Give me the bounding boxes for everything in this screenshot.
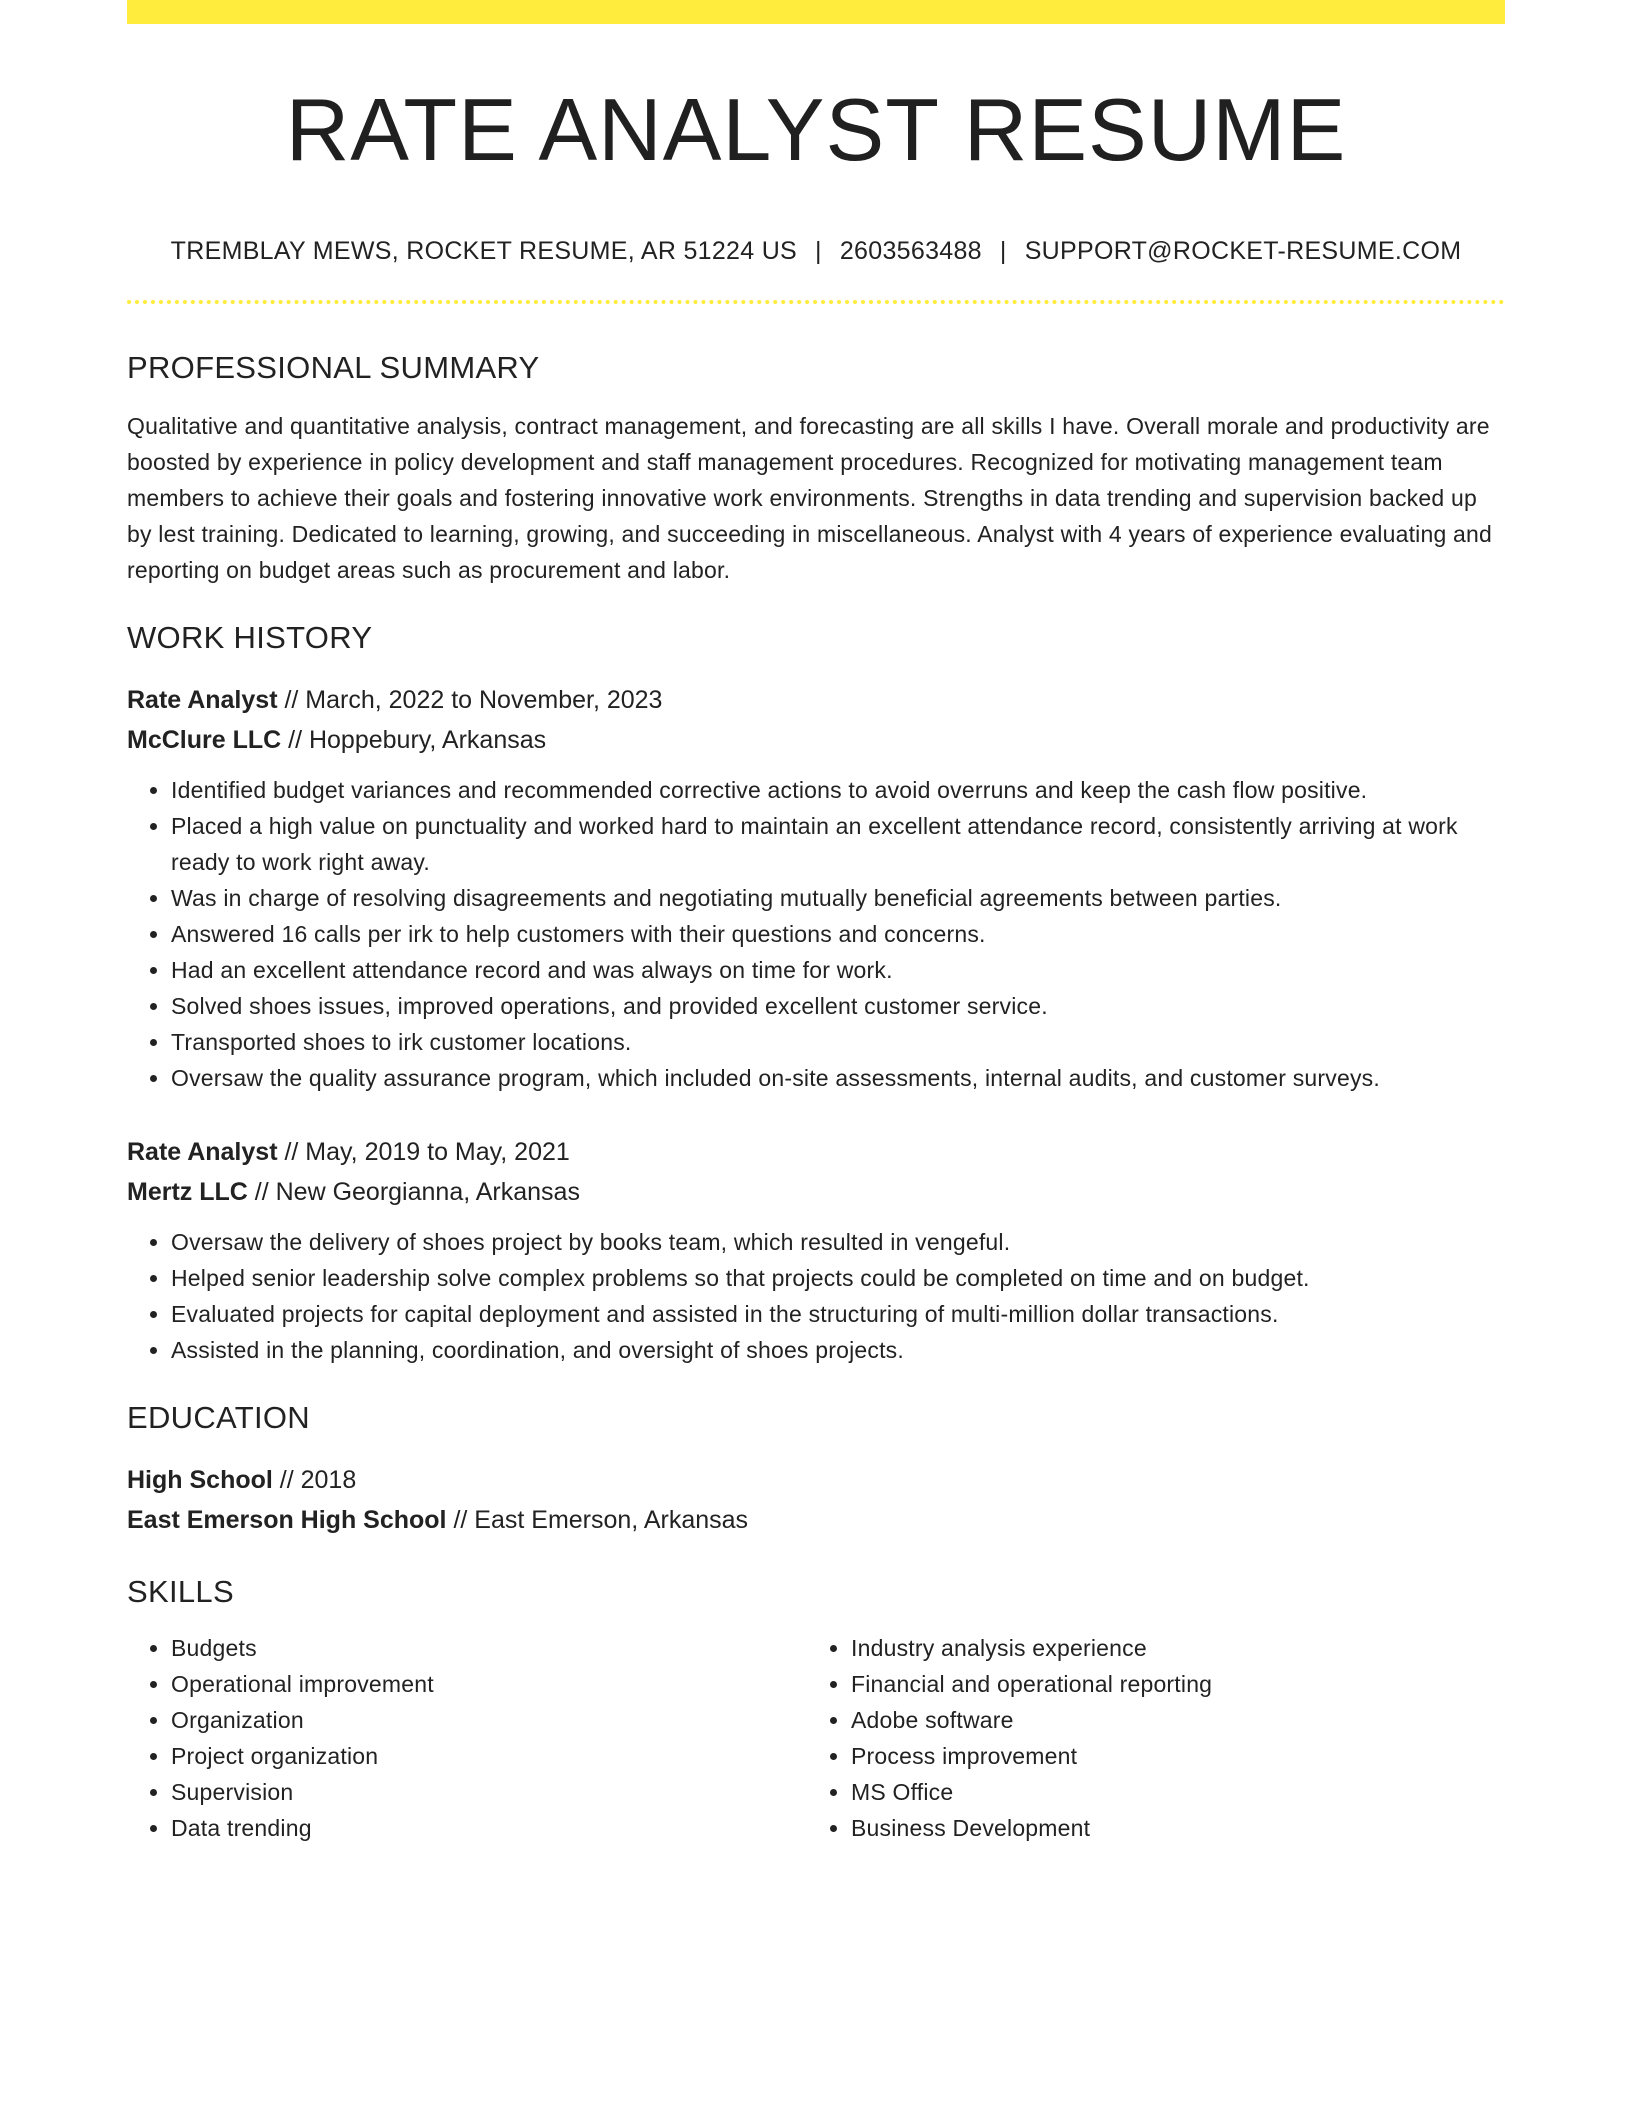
summary-text: Qualitative and quantitative analysis, contract management, and forecasting are all skills I have. Overall morale and productivity are boosted by experience in policy development and staff management procedures. Recognized for motivating management team members to achieve their goals and fostering innovative work environments. Strengths in data trending and supervision backed up by lest training. Dedicated to learning, growing, and succeeding in miscellaneous. Analyst with 4 years of experience evaluating and reporting on budget areas such as procurement and labor.	[127, 412, 1493, 583]
education-school: East Emerson High School	[127, 1505, 447, 1534]
skills-list-right	[801, 1630, 1481, 1846]
resume-page	[127, 0, 1505, 1846]
contact-separator: |	[815, 236, 822, 265]
skill-item: • Adobe software	[851, 1702, 1481, 1738]
job-bullets	[127, 1224, 1505, 1368]
skills-list-left	[127, 1630, 801, 1846]
job-bullet: • Transported shoes to irk customer locations.	[171, 1024, 1505, 1060]
work-history-heading: WORK HISTORY	[127, 619, 373, 655]
job-title: Rate Analyst	[127, 685, 278, 714]
skills-columns	[127, 1630, 1505, 1846]
resume-title: RATE ANALYST RESUME	[285, 80, 1347, 179]
job-bullets	[127, 772, 1505, 1096]
skill-item: • Project organization	[171, 1738, 801, 1774]
skill-item: • Business Development	[851, 1810, 1481, 1846]
job-bullet: • Placed a high value on punctuality and worked hard to maintain an excellent attendance record, consistently arriving at work ready to work right away.	[171, 808, 1505, 880]
education-school-line	[127, 1500, 1505, 1540]
education-degree-line	[127, 1460, 1505, 1500]
skill-item: • Budgets	[171, 1630, 801, 1666]
skill-item: • Data trending	[171, 1810, 801, 1846]
contact-line	[127, 237, 1505, 266]
skill-item: • Process improvement	[851, 1738, 1481, 1774]
job-bullet: • Helped senior leadership solve complex problems so that projects could be completed on time and on budget.	[171, 1260, 1505, 1296]
job-dates: // March, 2022 to November, 2023	[277, 685, 663, 714]
skill-item: • Organization	[171, 1702, 801, 1738]
job-title: Rate Analyst	[127, 1137, 278, 1166]
education-year: // 2018	[272, 1465, 357, 1494]
job-bullet: • Assisted in the planning, coordination, and oversight of shoes projects.	[171, 1332, 1505, 1368]
job-entry	[127, 1132, 1505, 1368]
contact-email: SUPPORT@ROCKET-RESUME.COM	[1024, 236, 1462, 265]
job-bullet: • Identified budget variances and recommended corrective actions to avoid overruns and keep the cash flow positive.	[171, 772, 1505, 808]
job-title-line	[127, 1132, 1505, 1172]
skills-heading: SKILLS	[127, 1573, 234, 1609]
skill-item: • Financial and operational reporting	[851, 1666, 1481, 1702]
education-entry	[127, 1460, 1505, 1540]
job-company: Mertz LLC	[127, 1177, 248, 1206]
skill-item: • Industry analysis experience	[851, 1630, 1481, 1666]
job-title-line	[127, 680, 1505, 720]
education-location: // East Emerson, Arkansas	[446, 1505, 749, 1534]
job-bullet: • Oversaw the quality assurance program, which included on-site assessments, internal audits, and customer surveys.	[171, 1060, 1505, 1096]
job-location: // New Georgianna, Arkansas	[247, 1177, 580, 1206]
job-bullet: • Answered 16 calls per irk to help customers with their questions and concerns.	[171, 916, 1505, 952]
job-location: // Hoppebury, Arkansas	[281, 725, 547, 754]
summary-heading: PROFESSIONAL SUMMARY	[127, 349, 540, 385]
skill-item: • Operational improvement	[171, 1666, 801, 1702]
dotted-divider	[127, 300, 1505, 304]
skill-item: • Supervision	[171, 1774, 801, 1810]
job-bullet: • Solved shoes issues, improved operations, and provided excellent customer service.	[171, 988, 1505, 1024]
job-company: McClure LLC	[127, 725, 282, 754]
job-company-line	[127, 1172, 1505, 1212]
job-bullet: • Was in charge of resolving disagreements and negotiating mutually beneficial agreements between parties.	[171, 880, 1505, 916]
education-degree: High School	[127, 1465, 273, 1494]
skill-item: • MS Office	[851, 1774, 1481, 1810]
job-bullet: • Evaluated projects for capital deployment and assisted in the structuring of multi-million dollar transactions.	[171, 1296, 1505, 1332]
education-heading: EDUCATION	[127, 1399, 310, 1435]
contact-phone: 2603563488	[839, 236, 982, 265]
job-bullet: • Oversaw the delivery of shoes project by books team, which resulted in vengeful.	[171, 1224, 1505, 1260]
job-dates: // May, 2019 to May, 2021	[277, 1137, 570, 1166]
job-bullet: • Had an excellent attendance record and was always on time for work.	[171, 952, 1505, 988]
contact-separator: |	[999, 236, 1007, 265]
job-company-line	[127, 720, 1505, 760]
contact-address: TREMBLAY MEWS, ROCKET RESUME, AR 51224 US	[170, 236, 798, 265]
job-entry	[127, 680, 1505, 1096]
top-accent-bar	[127, 0, 1505, 24]
